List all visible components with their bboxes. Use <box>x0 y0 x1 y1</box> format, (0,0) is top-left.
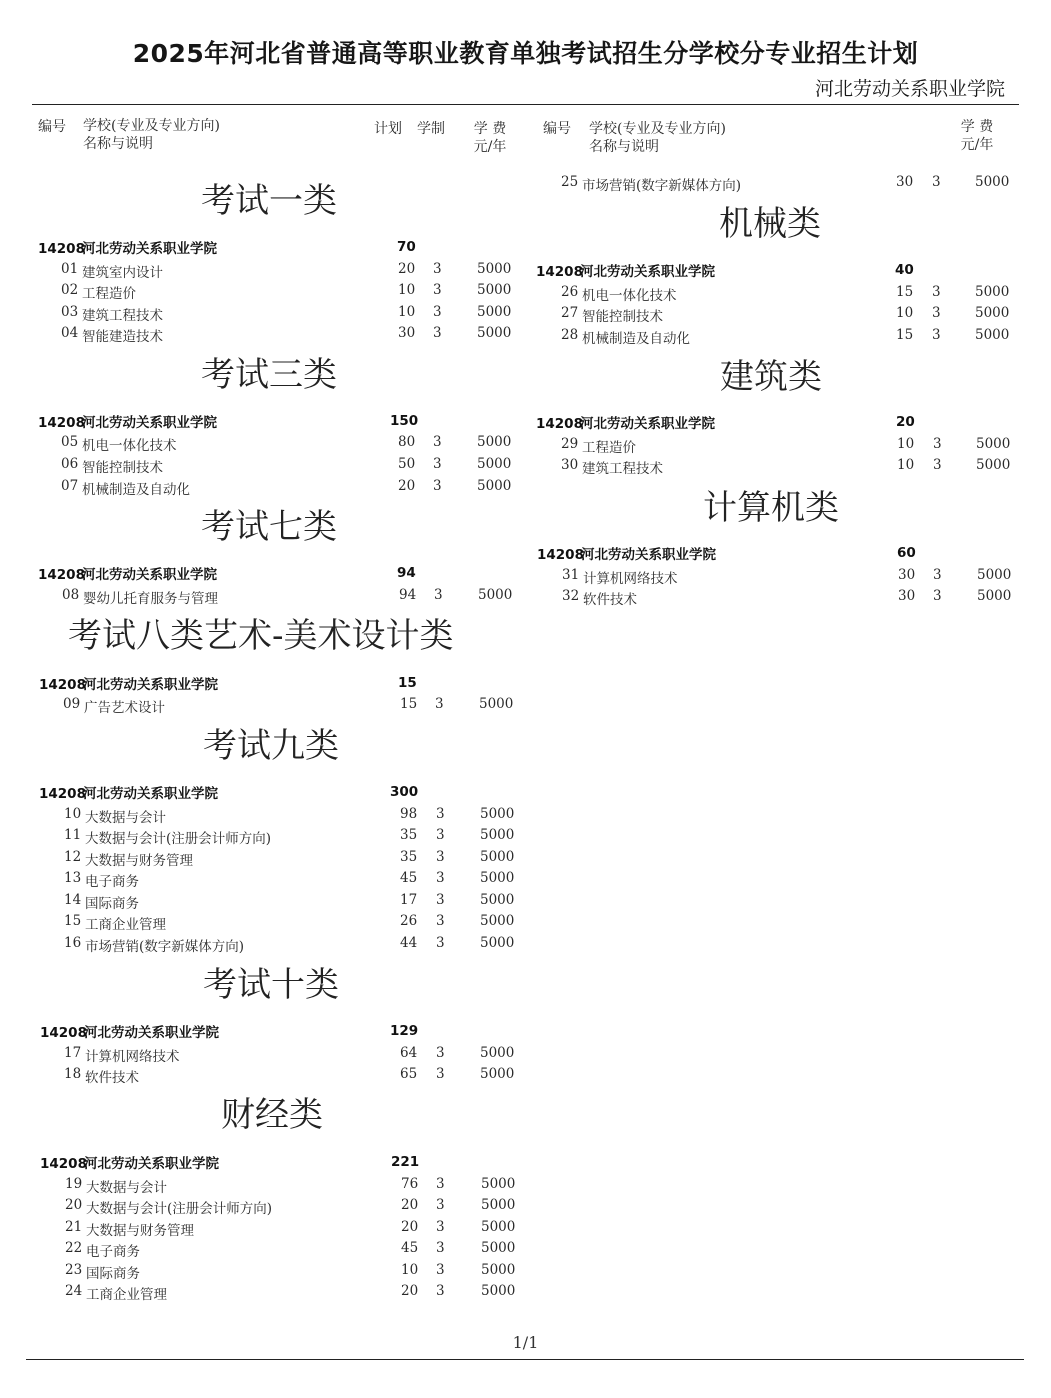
row-num: 08 <box>62 587 80 603</box>
school-total: 60 <box>897 545 916 561</box>
header-plan: 计划 <box>374 121 402 137</box>
row-years: 3 <box>433 325 442 341</box>
school-total: 15 <box>398 675 417 691</box>
row-fee: 5000 <box>480 806 515 822</box>
row-years: 3 <box>436 849 445 865</box>
row-years: 3 <box>433 478 442 494</box>
header-fee-a-right: 学 费 <box>960 119 994 135</box>
row-num: 05 <box>61 434 79 450</box>
row-plan: 15 <box>400 696 418 712</box>
row-name: 市场营销(数字新媒体方向) <box>582 178 742 194</box>
row-fee: 5000 <box>975 284 1010 300</box>
row-years: 3 <box>436 1176 445 1192</box>
row-name: 智能控制技术 <box>582 309 663 325</box>
row-name: 大数据与会计(注册会计师方向) <box>85 831 272 847</box>
school-code: 14208 <box>537 547 584 563</box>
row-num: 10 <box>64 806 82 822</box>
row-name: 机械制造及自动化 <box>82 482 190 498</box>
row-fee: 5000 <box>481 1197 516 1213</box>
row-years: 3 <box>436 935 445 951</box>
school-code: 14208 <box>38 415 85 431</box>
row-years: 3 <box>932 284 941 300</box>
row-years: 3 <box>435 696 444 712</box>
school-line <box>536 260 715 280</box>
row-fee: 5000 <box>478 587 513 603</box>
row-plan: 45 <box>400 870 418 886</box>
row-plan: 20 <box>398 478 416 494</box>
category-title: 计算机类 <box>703 488 839 528</box>
category-title: 考试十类 <box>203 965 339 1005</box>
school-code: 14208 <box>536 264 583 280</box>
row-plan: 26 <box>400 913 418 929</box>
row-years: 3 <box>436 913 445 929</box>
row-plan: 30 <box>896 174 914 190</box>
row-years: 3 <box>436 1240 445 1256</box>
school-line <box>38 563 217 583</box>
header-school-b: 名称与说明 <box>83 136 153 152</box>
row-num: 32 <box>562 588 580 604</box>
row-plan: 20 <box>401 1219 419 1235</box>
school-code: 14208 <box>39 677 86 693</box>
row-plan: 35 <box>400 827 418 843</box>
row-fee: 5000 <box>480 849 515 865</box>
row-fee: 5000 <box>976 457 1011 473</box>
row-num: 22 <box>65 1240 83 1256</box>
category-title: 考试三类 <box>201 355 337 395</box>
row-fee: 5000 <box>480 913 515 929</box>
header-num: 编号 <box>38 119 66 135</box>
school-line <box>537 543 716 563</box>
row-years: 3 <box>433 434 442 450</box>
school-name: 河北劳动关系职业学院 <box>83 786 218 802</box>
school-line <box>39 673 218 693</box>
school-line <box>40 1021 219 1041</box>
row-num: 30 <box>561 457 579 473</box>
school-total: 300 <box>390 784 419 800</box>
row-num: 29 <box>561 436 579 452</box>
school-total: 150 <box>390 413 419 429</box>
school-total: 221 <box>391 1154 420 1170</box>
row-years: 3 <box>933 436 942 452</box>
row-plan: 45 <box>401 1240 419 1256</box>
row-name: 大数据与会计 <box>86 1180 167 1196</box>
row-years: 3 <box>436 827 445 843</box>
row-fee: 5000 <box>477 456 512 472</box>
row-name: 软件技术 <box>85 1070 139 1086</box>
row-num: 06 <box>61 456 79 472</box>
row-name: 机电一体化技术 <box>82 438 177 454</box>
school-line <box>536 412 715 432</box>
row-num: 01 <box>61 261 79 277</box>
row-name: 广告艺术设计 <box>84 700 165 716</box>
row-plan: 15 <box>896 327 914 343</box>
row-num: 17 <box>64 1045 82 1061</box>
school-code: 14208 <box>38 241 85 257</box>
school-name: 河北劳动关系职业学院 <box>580 416 715 432</box>
row-name: 工程造价 <box>582 440 636 456</box>
category-title: 考试九类 <box>203 726 339 766</box>
row-plan: 15 <box>896 284 914 300</box>
row-years: 3 <box>436 892 445 908</box>
header-num-right: 编号 <box>543 121 571 137</box>
row-num: 16 <box>64 935 82 951</box>
row-fee: 5000 <box>480 827 515 843</box>
school-total: 129 <box>390 1023 419 1039</box>
row-plan: 30 <box>898 567 916 583</box>
row-plan: 94 <box>399 587 417 603</box>
school-name: 河北劳动关系职业学院 <box>84 1025 219 1041</box>
school-code: 14208 <box>39 786 86 802</box>
row-num: 14 <box>64 892 82 908</box>
row-name: 婴幼儿托育服务与管理 <box>83 591 218 607</box>
row-plan: 10 <box>398 282 416 298</box>
row-name: 智能控制技术 <box>82 460 163 476</box>
row-years: 3 <box>436 1066 445 1082</box>
row-fee: 5000 <box>480 1066 515 1082</box>
school-name-header: 河北劳动关系职业学院 <box>814 78 1005 100</box>
row-fee: 5000 <box>477 261 512 277</box>
row-num: 23 <box>65 1262 83 1278</box>
page-title: 2025年河北省普通高等职业教育单独考试招生分学校分专业招生计划 <box>132 39 919 68</box>
row-fee: 5000 <box>481 1219 516 1235</box>
row-name: 大数据与会计 <box>85 810 166 826</box>
row-fee: 5000 <box>975 327 1010 343</box>
row-years: 3 <box>933 567 942 583</box>
row-num: 02 <box>61 282 79 298</box>
row-num: 26 <box>561 284 579 300</box>
row-name: 大数据与财务管理 <box>85 853 193 869</box>
row-name: 大数据与会计(注册会计师方向) <box>86 1201 273 1217</box>
row-num: 09 <box>63 696 81 712</box>
row-num: 20 <box>65 1197 83 1213</box>
row-years: 3 <box>433 304 442 320</box>
row-years: 3 <box>434 587 443 603</box>
row-plan: 65 <box>400 1066 418 1082</box>
row-fee: 5000 <box>477 304 512 320</box>
row-plan: 64 <box>400 1045 418 1061</box>
row-plan: 20 <box>401 1283 419 1299</box>
school-code: 14208 <box>536 416 583 432</box>
row-fee: 5000 <box>480 892 515 908</box>
row-years: 3 <box>436 1262 445 1278</box>
row-plan: 30 <box>398 325 416 341</box>
row-fee: 5000 <box>975 174 1010 190</box>
school-name: 河北劳动关系职业学院 <box>82 567 217 583</box>
row-name: 工商企业管理 <box>85 917 166 933</box>
school-total: 40 <box>895 262 914 278</box>
row-fee: 5000 <box>479 696 514 712</box>
row-plan: 10 <box>398 304 416 320</box>
school-line <box>38 237 217 257</box>
row-plan: 20 <box>401 1197 419 1213</box>
row-fee: 5000 <box>481 1240 516 1256</box>
row-years: 3 <box>433 456 442 472</box>
row-years: 3 <box>433 282 442 298</box>
row-name: 智能建造技术 <box>82 329 163 345</box>
row-num: 24 <box>65 1283 83 1299</box>
header-fee-b: 元/年 <box>473 139 507 155</box>
row-fee: 5000 <box>975 305 1010 321</box>
row-plan: 10 <box>896 305 914 321</box>
school-code: 14208 <box>40 1025 87 1041</box>
category-title: 考试七类 <box>201 507 337 547</box>
bottom-divider <box>26 1359 1024 1360</box>
row-years: 3 <box>933 588 942 604</box>
row-years: 3 <box>433 261 442 277</box>
row-plan: 30 <box>898 588 916 604</box>
row-num: 19 <box>65 1176 83 1192</box>
row-fee: 5000 <box>480 1045 515 1061</box>
school-total: 70 <box>397 239 416 255</box>
row-name: 电子商务 <box>85 874 139 890</box>
row-num: 03 <box>61 304 79 320</box>
school-code: 14208 <box>38 567 85 583</box>
row-name: 计算机网络技术 <box>85 1049 180 1065</box>
school-name: 河北劳动关系职业学院 <box>580 264 715 280</box>
row-plan: 10 <box>897 457 915 473</box>
row-plan: 76 <box>401 1176 419 1192</box>
school-total: 20 <box>896 414 915 430</box>
row-num: 12 <box>64 849 82 865</box>
category-title: 考试八类艺术-美术设计类 <box>68 616 454 656</box>
row-name: 工程造价 <box>82 286 136 302</box>
row-num: 25 <box>561 174 579 190</box>
row-years: 3 <box>436 1197 445 1213</box>
top-divider <box>32 104 1019 105</box>
header-school-a: 学校(专业及专业方向) <box>83 118 220 134</box>
row-num: 11 <box>64 827 82 843</box>
row-plan: 17 <box>400 892 418 908</box>
row-name: 建筑工程技术 <box>582 461 663 477</box>
row-num: 13 <box>64 870 82 886</box>
page-number: 1/1 <box>512 1333 539 1352</box>
school-name: 河北劳动关系职业学院 <box>82 415 217 431</box>
category-title: 财经类 <box>221 1095 323 1135</box>
row-name: 机电一体化技术 <box>582 288 677 304</box>
row-name: 电子商务 <box>86 1244 140 1260</box>
row-years: 3 <box>436 806 445 822</box>
category-title: 机械类 <box>719 204 821 244</box>
row-years: 3 <box>933 457 942 473</box>
school-name: 河北劳动关系职业学院 <box>84 1156 219 1172</box>
header-school-b-right: 名称与说明 <box>589 139 659 155</box>
header-fee-a: 学 费 <box>473 121 507 137</box>
row-years: 3 <box>436 1283 445 1299</box>
row-plan: 80 <box>398 434 416 450</box>
row-plan: 35 <box>400 849 418 865</box>
row-fee: 5000 <box>977 588 1012 604</box>
row-fee: 5000 <box>481 1176 516 1192</box>
row-num: 27 <box>561 305 579 321</box>
row-years: 3 <box>932 174 941 190</box>
row-plan: 44 <box>400 935 418 951</box>
row-name: 建筑室内设计 <box>82 265 163 281</box>
row-plan: 50 <box>398 456 416 472</box>
school-name: 河北劳动关系职业学院 <box>581 547 716 563</box>
school-line <box>39 782 218 802</box>
school-total: 94 <box>397 565 416 581</box>
row-plan: 10 <box>401 1262 419 1278</box>
row-name: 计算机网络技术 <box>583 571 678 587</box>
row-years: 3 <box>932 305 941 321</box>
header-school-a-right: 学校(专业及专业方向) <box>589 121 726 137</box>
row-fee: 5000 <box>477 478 512 494</box>
category-title: 考试一类 <box>201 181 337 221</box>
row-num: 07 <box>61 478 79 494</box>
row-fee: 5000 <box>477 282 512 298</box>
row-years: 3 <box>436 870 445 886</box>
row-name: 市场营销(数字新媒体方向) <box>85 939 245 955</box>
row-num: 28 <box>561 327 579 343</box>
row-fee: 5000 <box>480 935 515 951</box>
row-fee: 5000 <box>480 870 515 886</box>
row-name: 工商企业管理 <box>86 1287 167 1303</box>
school-name: 河北劳动关系职业学院 <box>82 241 217 257</box>
row-num: 15 <box>64 913 82 929</box>
row-plan: 98 <box>400 806 418 822</box>
school-line <box>38 411 217 431</box>
row-num: 21 <box>65 1219 83 1235</box>
row-name: 机械制造及自动化 <box>582 331 690 347</box>
row-name: 国际商务 <box>85 896 139 912</box>
row-num: 31 <box>562 567 580 583</box>
school-name: 河北劳动关系职业学院 <box>83 677 218 693</box>
school-code: 14208 <box>40 1156 87 1172</box>
row-plan: 10 <box>897 436 915 452</box>
row-years: 3 <box>932 327 941 343</box>
header-years: 学制 <box>417 121 445 137</box>
row-plan: 20 <box>398 261 416 277</box>
row-num: 04 <box>61 325 79 341</box>
row-fee: 5000 <box>976 436 1011 452</box>
row-fee: 5000 <box>477 325 512 341</box>
header-fee-b-right: 元/年 <box>960 137 994 153</box>
row-name: 建筑工程技术 <box>82 308 163 324</box>
row-name: 国际商务 <box>86 1266 140 1282</box>
row-name: 大数据与财务管理 <box>86 1223 194 1239</box>
row-years: 3 <box>436 1219 445 1235</box>
row-fee: 5000 <box>977 567 1012 583</box>
school-line <box>40 1152 219 1172</box>
row-fee: 5000 <box>481 1283 516 1299</box>
row-fee: 5000 <box>481 1262 516 1278</box>
row-num: 18 <box>64 1066 82 1082</box>
row-fee: 5000 <box>477 434 512 450</box>
row-name: 软件技术 <box>583 592 637 608</box>
category-title: 建筑类 <box>720 357 822 397</box>
row-years: 3 <box>436 1045 445 1061</box>
